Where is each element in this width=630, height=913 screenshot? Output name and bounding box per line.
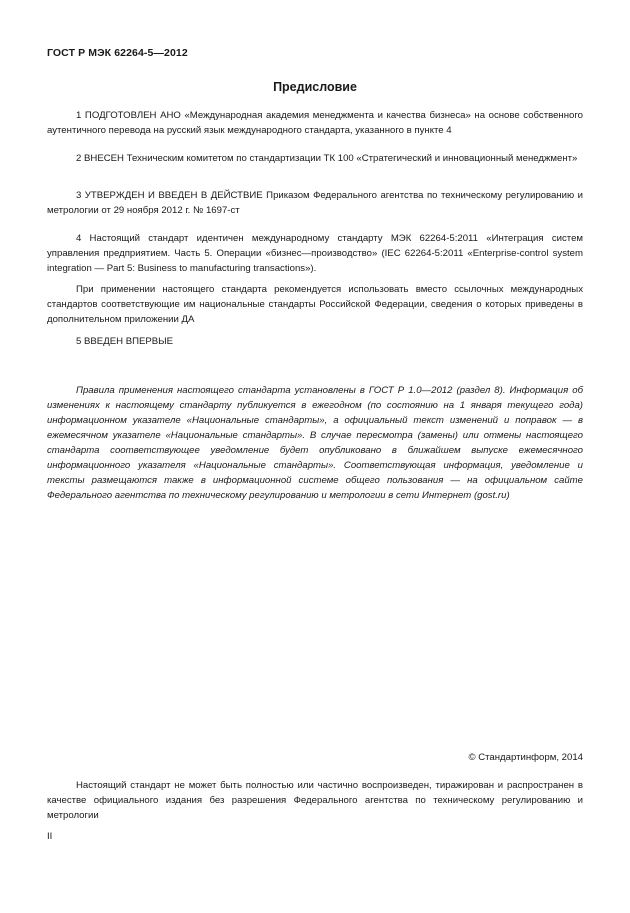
page-title: Предисловие [273,80,357,94]
paragraph-text: 3 УТВЕРЖДЕН И ВВЕДЕН В ДЕЙСТВИЕ Приказом Федерального агентства по техническому регулированию и метрологии от 29 ноября 2012 г. № 1697-ст [47,190,583,216]
paragraph-text: 1 ПОДГОТОВЛЕН АНО «Международная академия менеджмента и качества бизнеса» на основе собственного аутентичного перевода на русский язык международного стандарта, указанного в пункте 4 [47,110,583,136]
paragraph-prepared-by [47,108,583,138]
copyright-line: © Стандартинформ, 2014 [468,752,583,763]
page-number: II [47,831,53,842]
paragraph-approved [47,188,583,218]
paragraph-text: 5 ВВЕДЕН ВПЕРВЫЕ [76,336,174,347]
document-code-header: ГОСТ Р МЭК 62264-5—2012 [47,47,188,59]
paragraph-submitted-by [47,151,583,166]
notice-text: Правила применения настоящего стандарта установлены в ГОСТ Р 1.0—2012 (раздел 8). Информация об изменениях к настоящему стандарту публикуется в ежегодном (по состоянию на 1 января текущего года) информационном указателе «Национальные стандарты», а официальный текст изменений и поправок — в ежемесячном указателе «Национальные стандарты». В случае пересмотра (замены) или отмены настоящего стандарта соответствующее уведомление будет опубликовано в ближайшем выпуске ежемесячного информационного указателя «Национальные стандарты». Соответствующая информация, уведомление и тексты размещаются также в информационной системе общего пользования — на официальном сайте Федерального агентства по техническому регулированию и метрологии в сети Интернет (gost.ru) [47,385,583,501]
paragraph-text: При применении настоящего стандарта рекомендуется использовать вместо ссылочных международных стандартов соответствующие им национальные стандарты Российской Федерации, сведения о которых приведены в дополнительном приложении ДА [47,284,583,325]
paragraph-first-introduced [47,334,583,349]
application-rules-notice [47,383,583,503]
reproduction-notice [47,778,583,823]
paragraph-identical-standard [47,231,583,276]
reproduction-text: Настоящий стандарт не может быть полностью или частично воспроизведен, тиражирован и распространен в качестве официального издания без разрешения Федерального агентства по техническому регулированию и метрологии [47,780,583,821]
paragraph-text: 2 ВНЕСЕН Техническим комитетом по стандартизации ТК 100 «Стратегический и инновационный менеджмент» [76,153,578,164]
paragraph-reference-standards [47,282,583,327]
paragraph-text: 4 Настоящий стандарт идентичен международному стандарту МЭК 62264-5:2011 «Интеграция систем управления предприятием. Часть 5. Операции «бизнес—производство» (IEC 62264-5:2011 «Enterprise-control system integration — Part 5: Business to manufacturing transactions»). [47,233,583,274]
